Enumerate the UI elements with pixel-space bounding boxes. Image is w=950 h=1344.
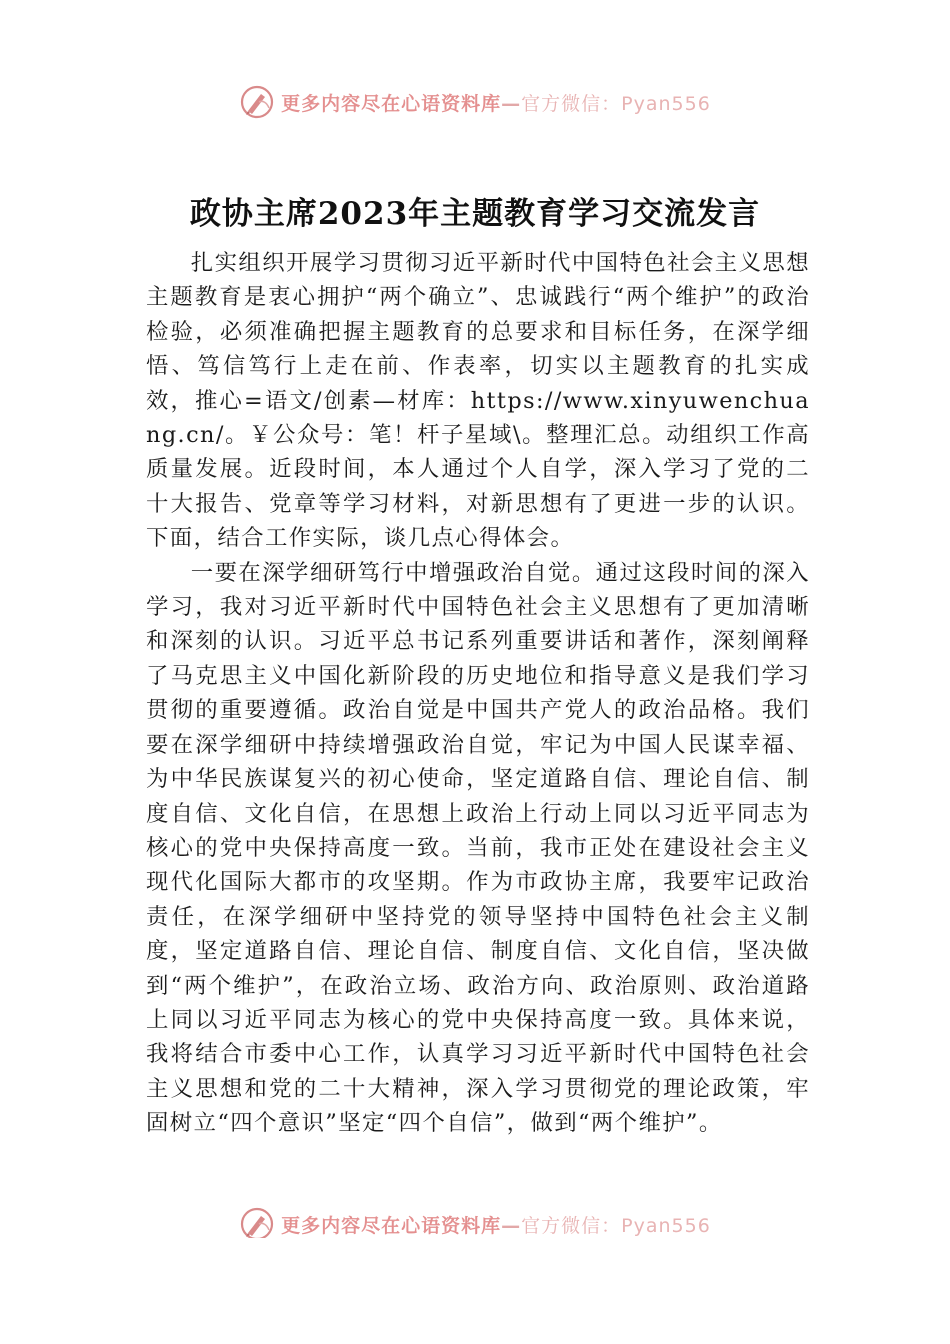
pen-logo-icon	[239, 1206, 275, 1238]
paragraph-2: 一要在深学细研笃行中增强政治自觉。通过这段时间的深入学习，我对习近平新时代中国特色社会主义思想有了更加清晰和深刻的认识。习近平总书记系列重要讲话和著作，深刻阐释了马克思主义中国化新阶段的历史地位和指导意义是我们学习贯彻的重要遵循。政治自觉是中国共产党人的政治品格。我们要在深学细研中持续增强政治自觉，牢记为中国人民谋幸福、为中华民族谋复兴的初心使命，坚定道路自信、理论自信、制度自信、文化自信，在思想上政治上行动上同以习近平同志为核心的党中央保持高度一致。当前，我市正处在建设社会主义现代化国际大都市的攻坚期。作为市政协主席，我要牢记政治责任，在深学细研中坚持党的领导坚持中国特色社会主义制度，坚定道路自信、理论自信、制度自信、文化自信，坚决做到“两个维护”，在政治立场、政治方向、政治原则、政治道路上同以习近平同志为核心的党中央保持高度一致。具体来说，我将结合市委中心工作，认真学习习近平新时代中国特色社会主义思想和党的二十大精神，深入学习贯彻党的理论政策，牢固树立“四个意识”坚定“四个自信”，做到“两个维护”。	[146, 559, 810, 1137]
banner-dash: —	[501, 1214, 522, 1237]
pen-logo-icon	[239, 84, 275, 120]
paragraph-1: 扎实组织开展学习贯彻习近平新时代中国特色社会主义思想主题教育是衷心拥护“两个确立”、忠诚践行“两个维护”的政治检验，必须准确把握主题教育的总要求和目标任务，在深学细悟、笃信笃行上走在前、作表率，切实以主题教育的扎实成效，推心=语文/创素—材库：https://www.xinyuwenchuang.cn/。￥公众号：笔！杆子星域\。整理汇总。动组织工作高质量发展。近段时间，本人通过个人自学，深入学习了党的二十大报告、党章等学习材料，对新思想有了更进一步的认识。下面，结合工作实际，谈几点心得体会。	[146, 250, 810, 552]
document-body	[146, 246, 810, 1141]
footer-banner	[0, 1202, 950, 1238]
header-banner	[0, 82, 950, 122]
banner-dash: —	[501, 92, 522, 115]
banner-text	[281, 89, 711, 116]
banner-brand: 更多内容尽在心语资料库	[281, 92, 502, 115]
banner-wechat: 官方微信：Pyan556	[521, 92, 711, 115]
banner-text	[281, 1211, 711, 1238]
banner-wechat: 官方微信：Pyan556	[521, 1214, 711, 1237]
banner-brand: 更多内容尽在心语资料库	[281, 1214, 502, 1237]
document-title: 政协主席2023年主题教育学习交流发言	[189, 196, 761, 232]
